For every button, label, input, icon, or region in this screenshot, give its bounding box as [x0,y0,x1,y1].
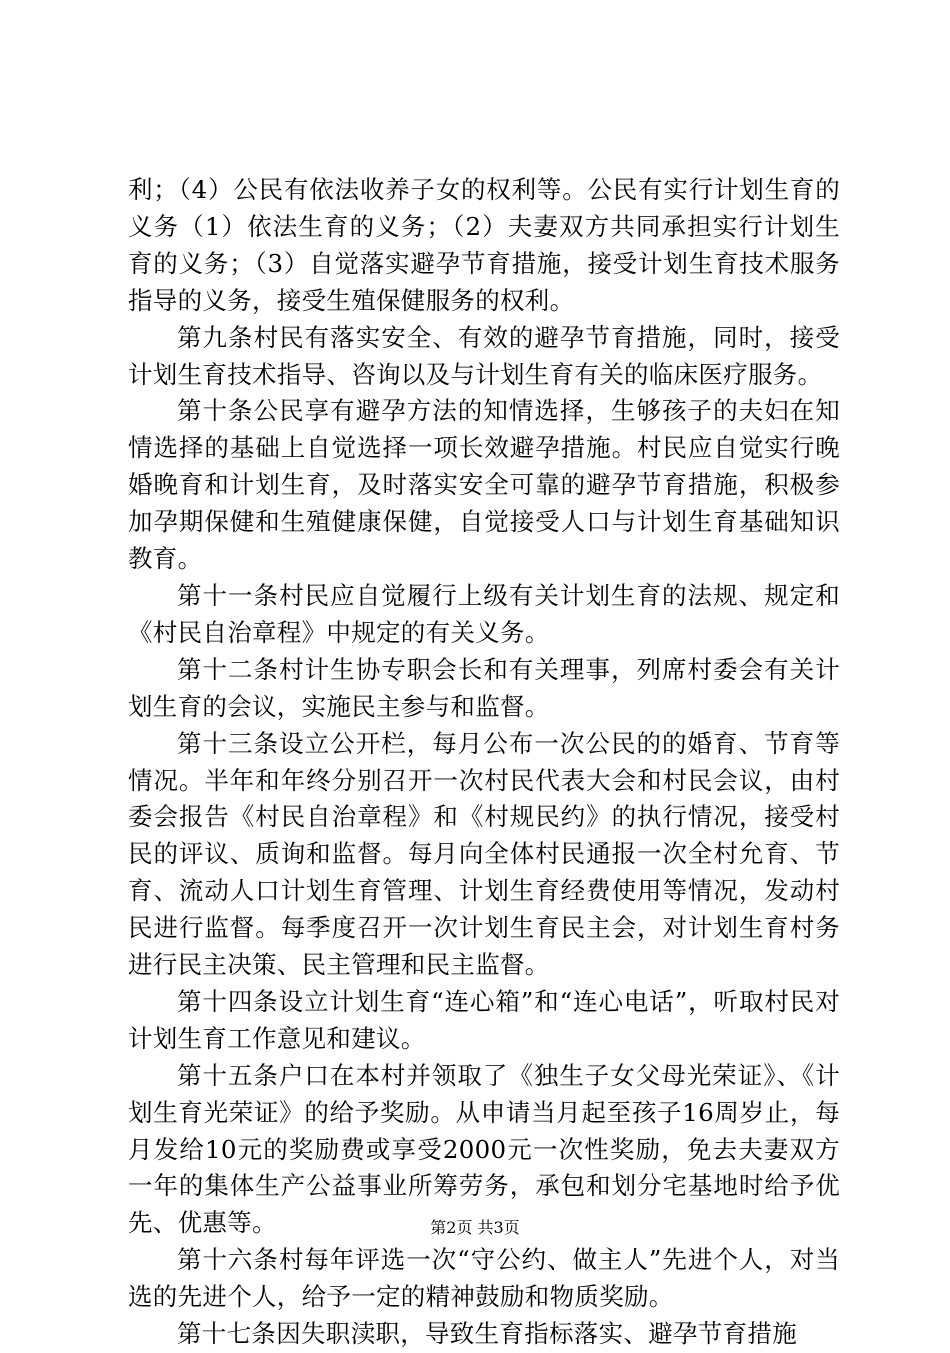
paragraph-continuation: 利；（4）公民有依法收养子女的权利等。公民有实行计划生育的义务（1）依法生育的义务；（2）夫妻双方共同承担实行计划生育的义务；（3）自觉落实避孕节育措施，接受计划生育技术服务指导的义务，接受生殖保健服务的权利。 [128,175,840,315]
paragraph-article-15: 第十五条户口在本村并领取了《独生子女父母光荣证》、《计划生育光荣证》的给予奖励。从申请当月起至孩子16周岁止，每月发给10元的奖励费或享受2000元一次性奖励，免去夫妻双方一年的集体生产公益事业所筹劳务，承包和划分宅基地时给予优先、优惠等。 [128,1060,840,1238]
paragraph-article-11: 第十一条村民应自觉履行上级有关计划生育的法规、规定和《村民自治章程》中规定的有关义务。 [128,580,840,647]
paragraph-article-12: 第十二条村计生协专职会长和有关理事，列席村委会有关计划生育的会议，实施民主参与和监督。 [128,654,840,721]
paragraph-article-9: 第九条村民有落实安全、有效的避孕节育措施，同时，接受计划生育技术指导、咨询以及与计划生育有关的临床医疗服务。 [128,322,840,389]
paragraph-article-13: 第十三条设立公开栏，每月公布一次公民的的婚育、节育等情况。半年和年终分别召开一次村民代表大会和村民会议，由村委会报告《村民自治章程》和《村规民约》的执行情况，接受村民的评议、质询和监督。每月向全体村民通报一次全村允育、节育、流动人口计划生育管理、计划生育经费使用等情况，发动村民进行监督。每季度召开一次计划生育民主会，对计划生育村务进行民主决策、民主管理和民主监督。 [128,728,840,980]
document-body [128,172,840,1353]
paragraph-article-14: 第十四条设立计划生育“连心箱”和“连心电话”，听取村民对计划生育工作意见和建议。 [128,986,840,1053]
paragraph-article-17: 第十七条因失职渎职，导致生育指标落实、避孕节育措施 [177,1319,797,1349]
paragraph-article-16: 第十六条村每年评选一次“守公约、做主人”先进个人，对当选的先进个人，给予一定的精神鼓励和物质奖励。 [128,1245,840,1312]
paragraph-article-10: 第十条公民享有避孕方法的知情选择，生够孩子的夫妇在知情选择的基础上自觉选择一项长效避孕措施。村民应自觉实行晚婚晚育和计划生育，及时落实安全可靠的避孕节育措施，积极参加孕期保健和生殖健康保健，自觉接受人口与计划生育基础知识教育。 [128,396,840,574]
page-number-footer: 第2页 共3页 [430,1218,520,1237]
